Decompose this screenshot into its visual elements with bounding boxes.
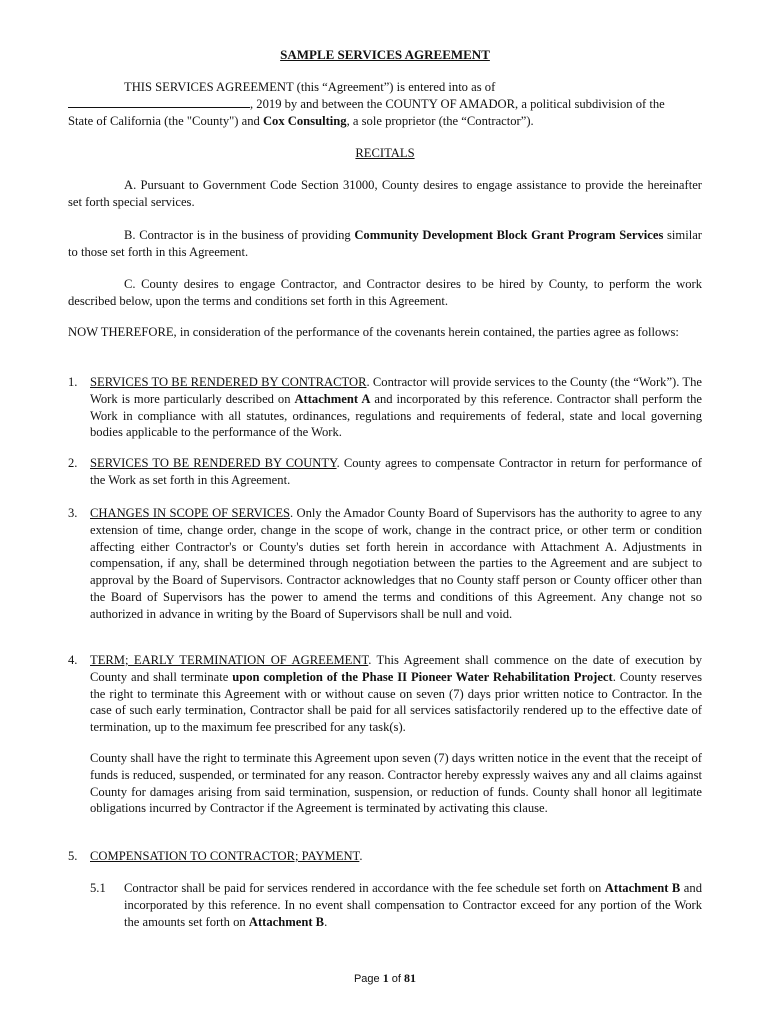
section-5-1-attachment-b: Attachment B [248, 914, 325, 929]
footer-page-total: 81 [404, 971, 417, 985]
section-4-text-a: . This Agreement shall commence on the date of execution by County and shall terminate [90, 653, 703, 684]
footer-page-number: 1 [382, 971, 389, 985]
section-5-body [90, 848, 702, 865]
section-5-1-text-a: Contractor shall be paid for services rendered in accordance with the fee schedule set forth on [124, 881, 605, 895]
section-5-1-text-c: . [324, 914, 328, 929]
section-4-body [90, 652, 702, 736]
section-2-text: . County agrees to compensate Contractor in return for performance of the Work as set forth in this Agreement. [90, 456, 702, 487]
section-4-number: 4. [68, 653, 78, 667]
section-4-paragraph-2: County shall have the right to terminate this Agreement upon seven (7) days written notice in the event that the receipt of funds is reduced, suspended, or terminated for any reason. Contractor hereby expressly waives any and all claims against County for damages arising from said termination, suspension, or reduction of funds. County shall honor all legitimate obligations incurred by Contractor if the Agreement is terminated by activating this clause. [90, 751, 702, 816]
recital-b-post: similar to those set forth in this Agreement. [68, 228, 702, 259]
page-footer [0, 971, 770, 986]
section-4-heading: TERM; EARLY TERMINATION OF AGREEMENT [90, 653, 369, 667]
section-2-heading: SERVICES TO BE RENDERED BY COUNTY [90, 456, 337, 470]
section-2-number: 2. [68, 456, 78, 470]
section-1-attachment: Attachment A [294, 391, 371, 406]
section-1-text-a: . Contractor will provide services to the County (the “Work”). The Work is more particularly described on [90, 375, 703, 406]
footer-of-word: of [388, 973, 405, 985]
contractor-name: Cox Consulting [262, 113, 347, 128]
date-blank-line [68, 96, 250, 108]
section-3-number: 3. [68, 506, 78, 520]
recital-b [68, 227, 702, 261]
recital-b-pre: B. Contractor is in the business of providing [124, 228, 355, 242]
intro-line-1: THIS SERVICES AGREEMENT (this “Agreement”) is entered into as of [124, 80, 496, 94]
section-4-project: upon completion of the Phase II Pioneer Water Rehabilitation Project [232, 669, 613, 684]
intro-line-3a: State of California (the "County") and [68, 113, 263, 128]
section-5-tail: . [359, 849, 363, 863]
footer-page-word: Page [353, 973, 383, 985]
section-1-number: 1. [68, 375, 78, 389]
section-5-1-text-b: and incorporated by this reference. In no event shall compensation to Contractor exceed for any portion of the Work the amounts set forth on [124, 881, 702, 929]
section-5-heading: COMPENSATION TO CONTRACTOR; PAYMENT [90, 849, 360, 863]
recital-b-bold: Community Development Block Grant Program Services [354, 228, 664, 242]
recitals-heading: RECITALS [355, 146, 415, 160]
document-title: SAMPLE SERVICES AGREEMENT [280, 47, 490, 62]
section-5-1-attachment-a: Attachment B [604, 881, 681, 895]
section-1-text-b: and incorporated by this reference. Contractor shall perform the Work in compliance with all statutes, ordinances, regulations and requirements of federal, state and local governing bodies applicable to the performance of the Work. [90, 391, 702, 440]
section-1-heading: SERVICES TO BE RENDERED BY CONTRACTOR [90, 375, 367, 389]
intro-line-2: , 2019 by and between the COUNTY OF AMADOR, a political subdivision of the [250, 96, 665, 111]
section-1-body [90, 374, 702, 441]
section-5-1-number: 5.1 [90, 881, 106, 895]
intro-line-3c: , a sole proprietor (the “Contractor”). [346, 113, 534, 128]
section-3-text: . Only the Amador County Board of Supervisors has the authority to agree to any extension of time, change order, change in the scope of work, change in the contract price, or other term or condition affecting either Contractor's or County's duties set forth herein in accordance with Attachment A. Adjustments in compensation, if any, shall be determined through negotiation between the parties to the Agreement and are subject to approval by the Board of Supervisors. Contractor acknowledges that no County staff person or County officer other than the Board of Supervisors has the power to amend the terms and conditions of this Agreement. Any change not so authorized in advance in writing by the Board of Supervisors shall be null and void. [90, 506, 702, 621]
section-3-heading: CHANGES IN SCOPE OF SERVICES [90, 506, 291, 520]
intro-paragraph [68, 79, 702, 129]
now-therefore-paragraph: NOW THEREFORE, in consideration of the performance of the covenants herein contained, the parties agree as follows: [68, 325, 679, 339]
section-5-number: 5. [68, 849, 78, 863]
recital-a: A. Pursuant to Government Code Section 31000, County desires to engage assistance to provide the hereinafter set forth special services. [68, 178, 702, 209]
section-2-body [90, 455, 702, 489]
section-5-1-body [124, 880, 702, 930]
section-4-text-b: . County reserves the right to terminate this Agreement with or without cause on seven (7) days prior written notice to Contractor. In the case of such early termination, Contractor shall be paid for all services satisfactorily rendered up to the effective date of termination, up to the maximum fee prescribed for any task(s). [90, 669, 702, 735]
recital-c: C. County desires to engage Contractor, and Contractor desires to be hired by County, to perform the work described below, upon the terms and conditions set forth in this Agreement. [68, 277, 702, 308]
section-3-body [90, 505, 702, 623]
